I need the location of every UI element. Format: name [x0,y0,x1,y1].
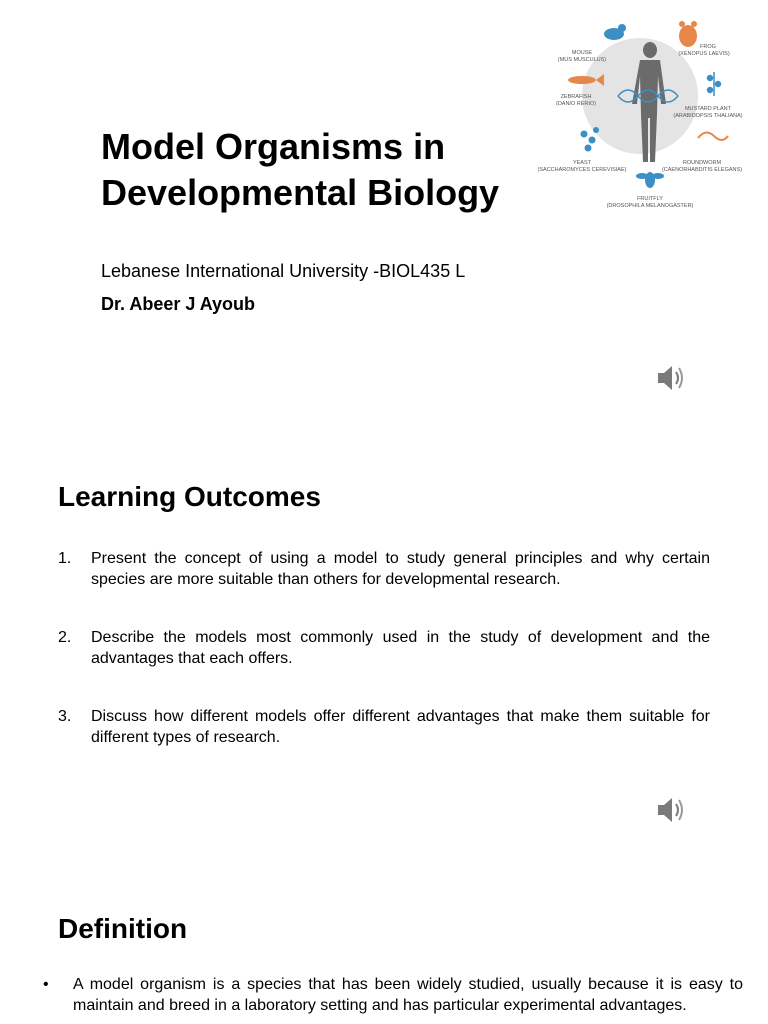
definition-slide [0,864,768,1024]
yeast-icon [581,127,600,152]
slide-heading: Learning Outcomes [58,481,321,512]
slide-title: Model Organisms in Developmental Biology [101,126,500,213]
definition-bullet [43,974,743,1016]
learning-outcomes-slide [0,432,768,864]
label-mustard: MUSTARD PLANT [684,106,732,112]
speaker-icon[interactable] [654,792,690,828]
model-organisms-diagram [537,14,743,224]
definition-text: A model organism is a species that has been widely studied, usually because it is easy to maintain and breed in a laboratory setting and has particular experimental advantages. [73,976,743,1014]
mustard-plant-icon [708,72,721,96]
label-zebrafish: ZEBRAFISH [560,94,592,100]
item-number: 3. [58,708,72,725]
title-slide [0,0,768,432]
label-mustard-latin: (ARABIDOPSIS THALIANA) [673,113,743,119]
frog-icon [679,21,697,47]
mouse-icon [604,24,626,40]
label-yeast-latin: (SACCHAROMYCES CEREVISIAE) [537,167,627,173]
slide-subtitle: Lebanese International University -BIOL435 L [101,261,466,281]
label-frog: FROG [700,44,716,50]
list-item [58,706,710,748]
item-number: 2. [58,629,72,646]
label-yeast: YEAST [572,160,592,166]
label-mouse: MOUSE [571,50,593,56]
slide-author: Dr. Abeer J Ayoub [101,294,256,314]
slide-heading: Definition [58,913,188,944]
label-zebrafish-latin: (DANIO RERIO) [555,101,597,107]
label-roundworm-latin: (CAENORHABDITIS ELEGANS) [661,167,743,173]
speaker-icon[interactable] [654,360,690,396]
bullet-marker: • [43,976,49,993]
label-roundworm: ROUNDWORM [682,160,722,166]
label-fruitfly: FRUITFLY [637,196,663,202]
label-fruitfly-latin: (DROSOPHILA MELANOGASTER) [606,203,694,209]
item-text: Describe the models most commonly used in the study of development and the advantages that each offers. [91,629,710,667]
label-frog-latin: (XENOPUS LAEVIS) [678,51,730,57]
label-mouse-latin: (MUS MUSCULUS) [557,57,607,63]
outcomes-list [58,548,710,785]
fruitfly-icon [636,172,664,188]
item-number: 1. [58,550,72,567]
list-item [58,627,710,669]
roundworm-icon [698,132,728,140]
list-item [58,548,710,590]
item-text: Discuss how different models offer different advantages that make them suitable for different types of research. [91,708,710,746]
item-text: Present the concept of using a model to study general principles and why certain species are more suitable than others for developmental research. [91,550,710,588]
